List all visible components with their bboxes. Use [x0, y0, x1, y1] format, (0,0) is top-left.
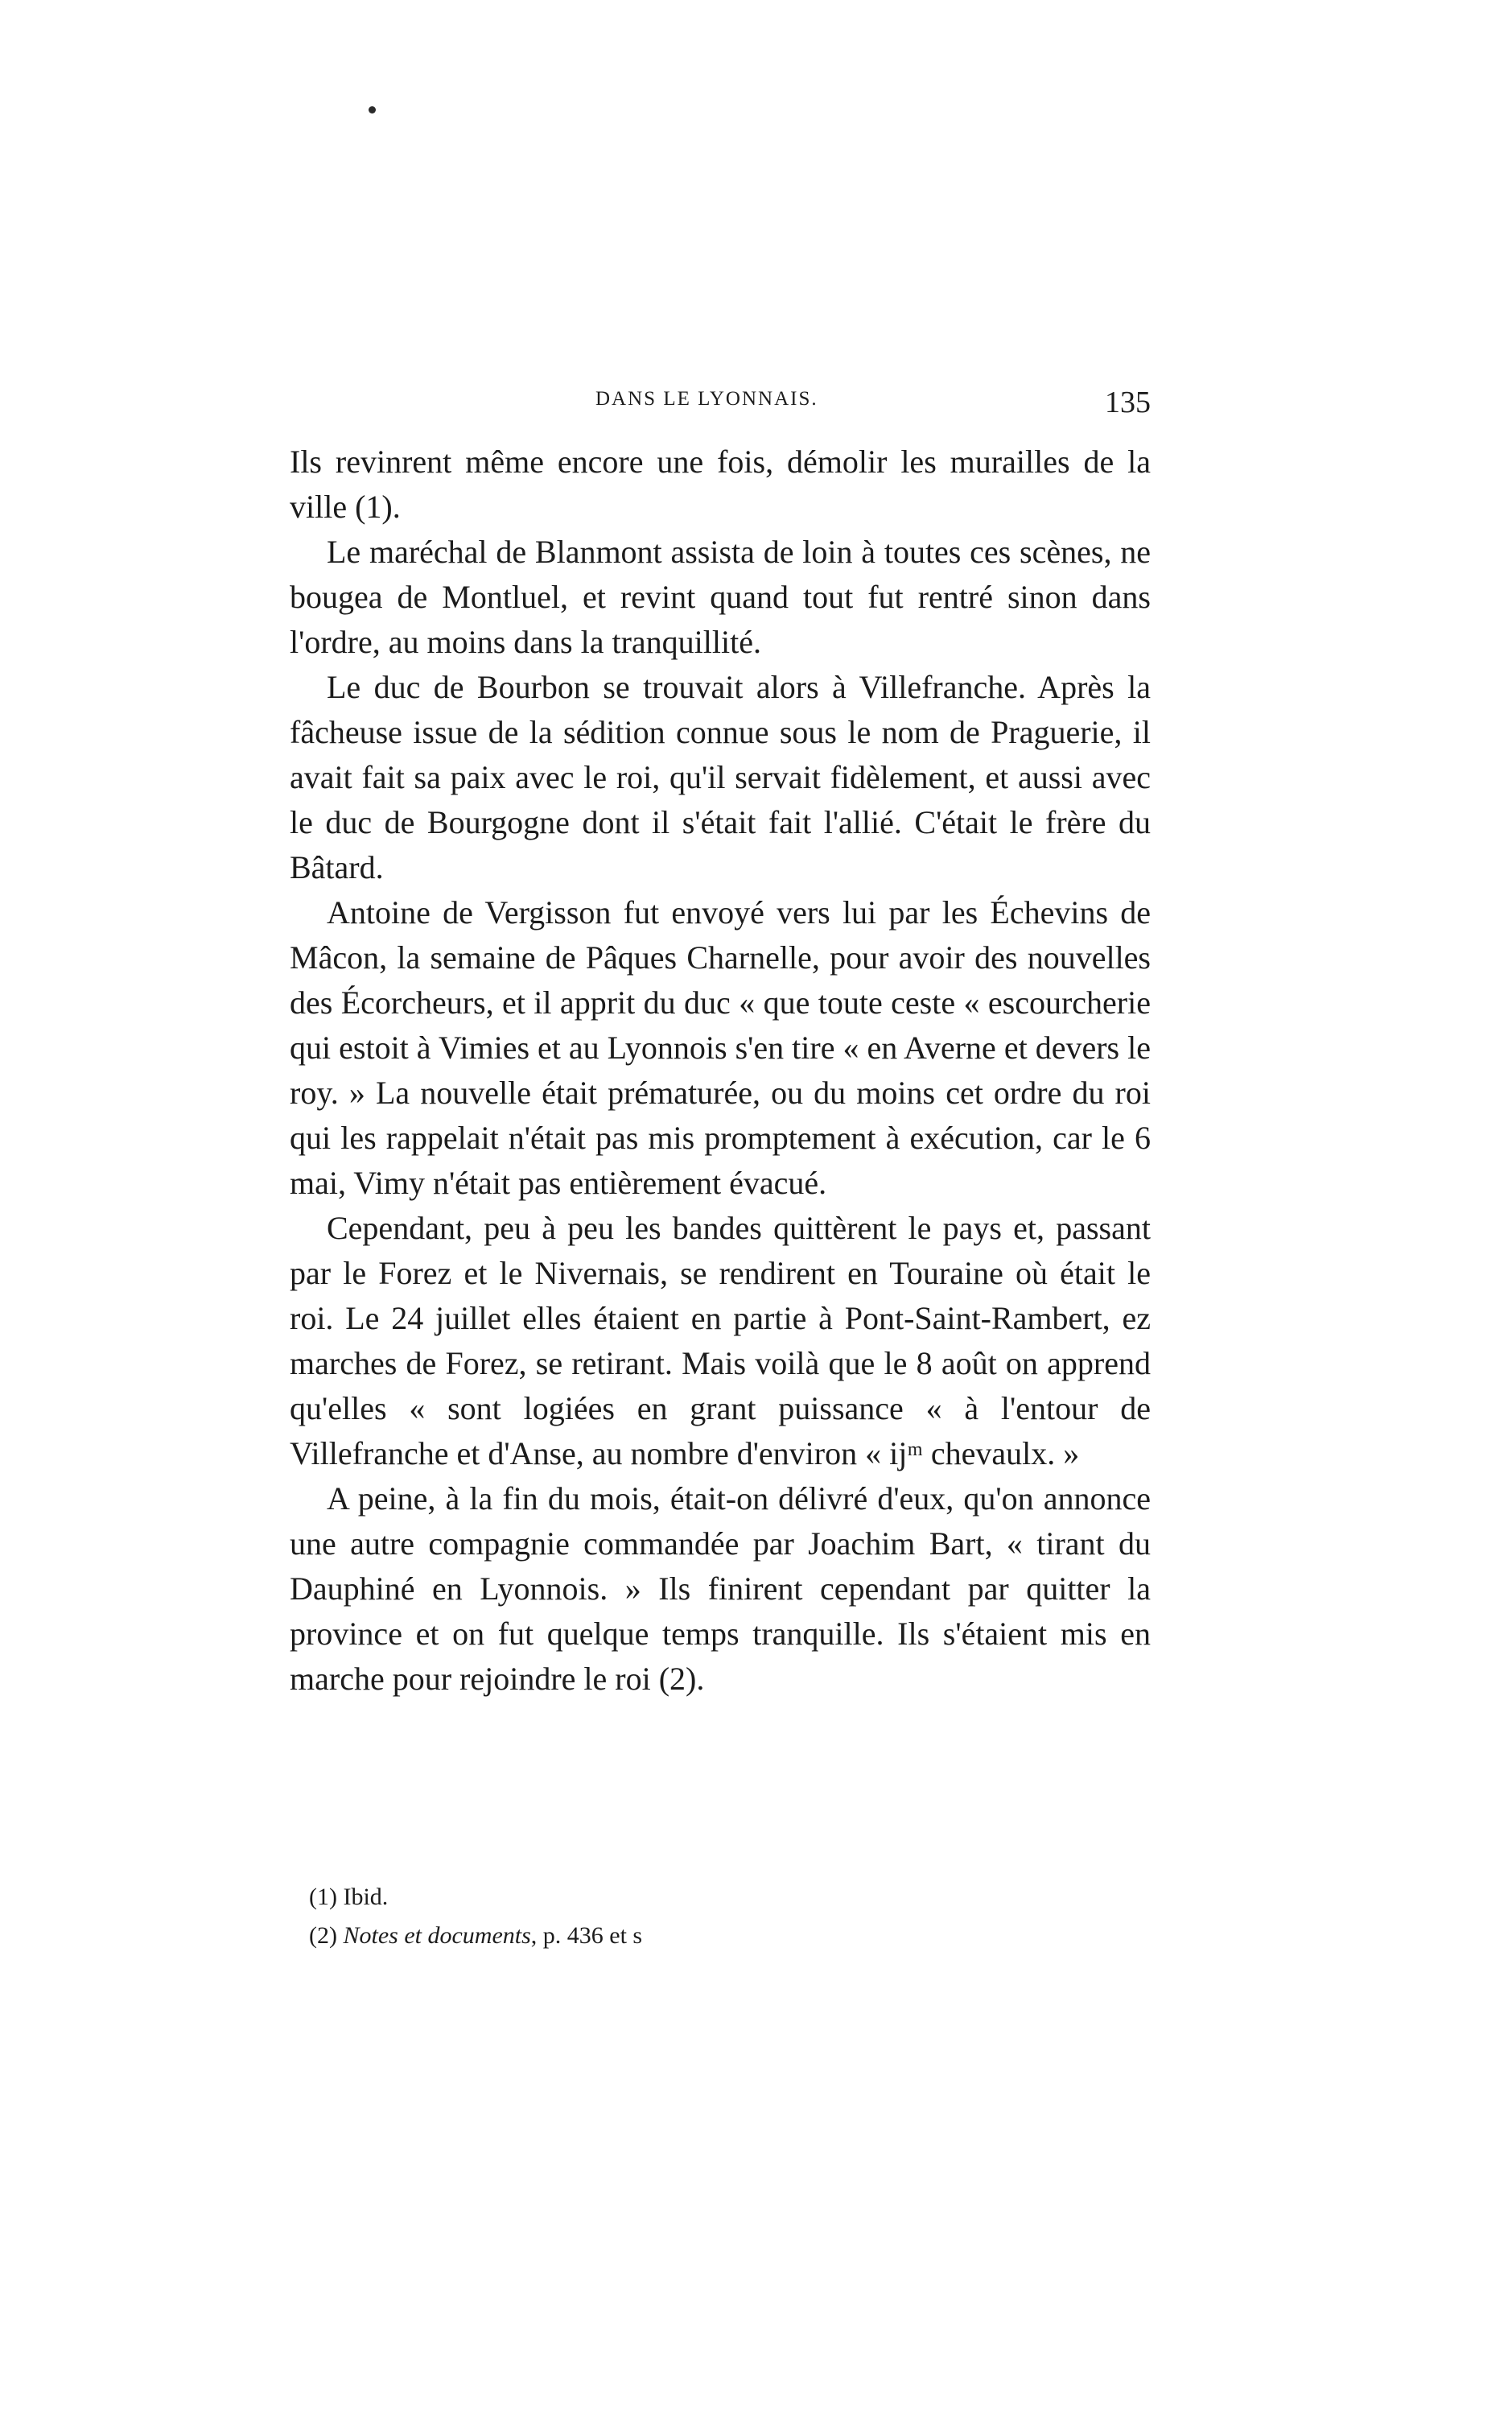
paragraph: Le duc de Bourbon se trouvait alors à Villefranche. Après la fâcheuse issue de la sédition connue sous le nom de Praguerie, il avait fait sa paix avec le roi, qu'il servait fidèlement, et aussi avec le duc de Bourgogne dont il s'était fait l'allié. C'était le frère du Bâtard. — [290, 669, 1151, 885]
ink-speck — [369, 106, 376, 113]
running-title: DANS LE LYONNAIS. — [595, 388, 818, 410]
footnote-1: (1) Ibid. — [309, 1884, 389, 1910]
footnotes — [290, 1878, 1151, 1955]
page-header — [290, 388, 1151, 428]
body-text — [290, 439, 1151, 1702]
paragraph: Cependant, peu à peu les bandes quittèrent le pays et, passant par le Forez et le Nivernais, se rendirent en Touraine où était le roi. Le 24 juillet elles étaient en partie à Pont-Saint-Rambert, ez marches de Forez, se retirant. Mais voilà que le 8 août on apprend qu'elles « sont logiées en grant puissance « à l'entour de Villefranche et d'Anse, au nombre d'environ « ijᵐ chevaulx. » — [290, 1210, 1151, 1471]
paragraph: Ils revinrent même encore une fois, démolir les murailles de la ville (1). — [290, 444, 1151, 525]
paragraph: Antoine de Vergisson fut envoyé vers lui par les Échevins de Mâcon, la semaine de Pâques Charnelle, pour avoir des nouvelles des Écorcheurs, et il apprit du duc « que toute ceste « escourcherie qui estoit à Vimies et au Lyonnois s'en tire « en Averne et devers le roy. » La nouvelle était prématurée, ou du moins cet ordre du roi qui les rappelait n'était pas mis promptement à exécution, car le 6 mai, Vimy n'était pas entièrement évacué. — [290, 894, 1151, 1201]
footnote-2-prefix: (2) — [309, 1922, 344, 1949]
footnote-2-suffix: , p. 436 et s — [530, 1922, 643, 1949]
paragraph: A peine, à la fin du mois, était-on délivré d'eux, qu'on annonce une autre compagnie commandée par Joachim Bart, « tirant du Dauphiné en Lyonnois. » Ils finirent cependant par quitter la province et on fut quelque temps tranquille. Ils s'étaient mis en marche pour rejoindre le roi (2). — [290, 1480, 1151, 1697]
footnote-2-title: Notes et documents — [343, 1922, 531, 1949]
paragraph: Le maréchal de Blanmont assista de loin à toutes ces scènes, ne bougea de Montluel, et revint quand tout fut rentré sinon dans l'ordre, au moins dans la tranquillité. — [290, 534, 1151, 660]
page-number: 135 — [1105, 386, 1151, 419]
footnote-2 — [290, 1917, 1151, 1955]
